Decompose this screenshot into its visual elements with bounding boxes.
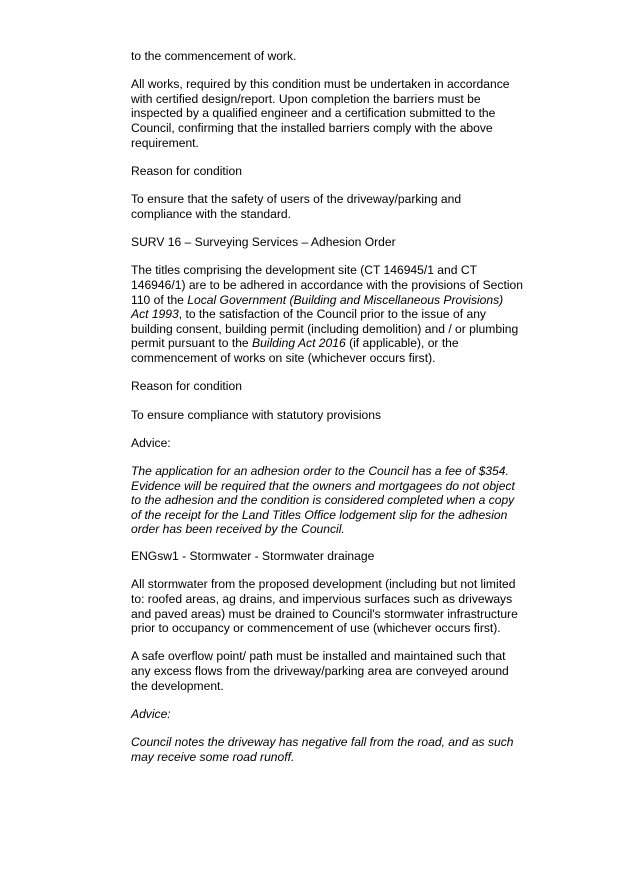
- act-title-local-government: Local Government (Building and Miscellaneous Provisions) Act 1993: [131, 292, 504, 322]
- act-title-building: Building Act 2016: [252, 336, 346, 351]
- reason-heading-1: Reason for condition: [131, 163, 242, 178]
- paragraph-works-certification: All works, required by this condition must be undertaken in accordance with certified design/report. Upon completion the barriers must be inspected by a qualified engineer and a certification submitted to the Council, confirming that the installed barriers comply with the above requirement.: [131, 77, 510, 150]
- advice-heading-1: Advice:: [131, 435, 171, 450]
- paragraph-commencement: to the commencement of work.: [131, 49, 297, 63]
- adhesion-text-e: (if applicable), or the commencement of works on site (whichever occurs first).: [131, 336, 459, 365]
- paragraph-adhesion-advice: The application for an adhesion order to the Council has a fee of $354. Evidence will be required that the owners and mortgagees do not object to the adhesion and the condition is considered completed when a copy of the receipt for the Land Titles Office lodgement slip for the adhesion order has been received by the Council.: [131, 464, 515, 537]
- advice-heading-2: Advice:: [131, 706, 171, 721]
- paragraph-statutory-reason: To ensure compliance with statutory provisions: [131, 407, 382, 422]
- paragraph-overflow-path: A safe overflow point/ path must be installed and maintained such that any excess flows from the driveway/parking area are conveyed around the development.: [131, 649, 509, 693]
- paragraph-safety-reason: To ensure that the safety of users of the driveway/parking and compliance with the standard.: [131, 192, 462, 221]
- adhesion-text-c: , to the satisfaction of the Council prior to the issue of any building consent, building permit (including demolition) and / or plumbing permit pursuant to the: [131, 307, 519, 351]
- adhesion-text-a: The titles comprising the development site (CT 146945/1 and CT 146946/1) are to be adhered in accordance with the provisions of Section 110 of the: [131, 263, 523, 307]
- condition-heading-engsw1: ENGsw1 - Stormwater - Stormwater drainage: [131, 549, 375, 564]
- condition-heading-surv16: SURV 16 – Surveying Services – Adhesion Order: [131, 235, 396, 250]
- paragraph-adhesion-titles: [131, 263, 523, 365]
- reason-heading-2: Reason for condition: [131, 379, 242, 394]
- paragraph-stormwater-drainage: All stormwater from the proposed development (including but not limited to: roofed areas, ag drains, and impervious surfaces such as driveways and paved areas) must be drained to Council's stormwater infrastructure prior to occupancy or commencement of use (whichever occurs first).: [131, 577, 518, 636]
- paragraph-driveway-advice: Council notes the driveway has negative fall from the road, and as such may receive some road runoff.: [131, 735, 514, 764]
- document-page: [131, 49, 523, 778]
